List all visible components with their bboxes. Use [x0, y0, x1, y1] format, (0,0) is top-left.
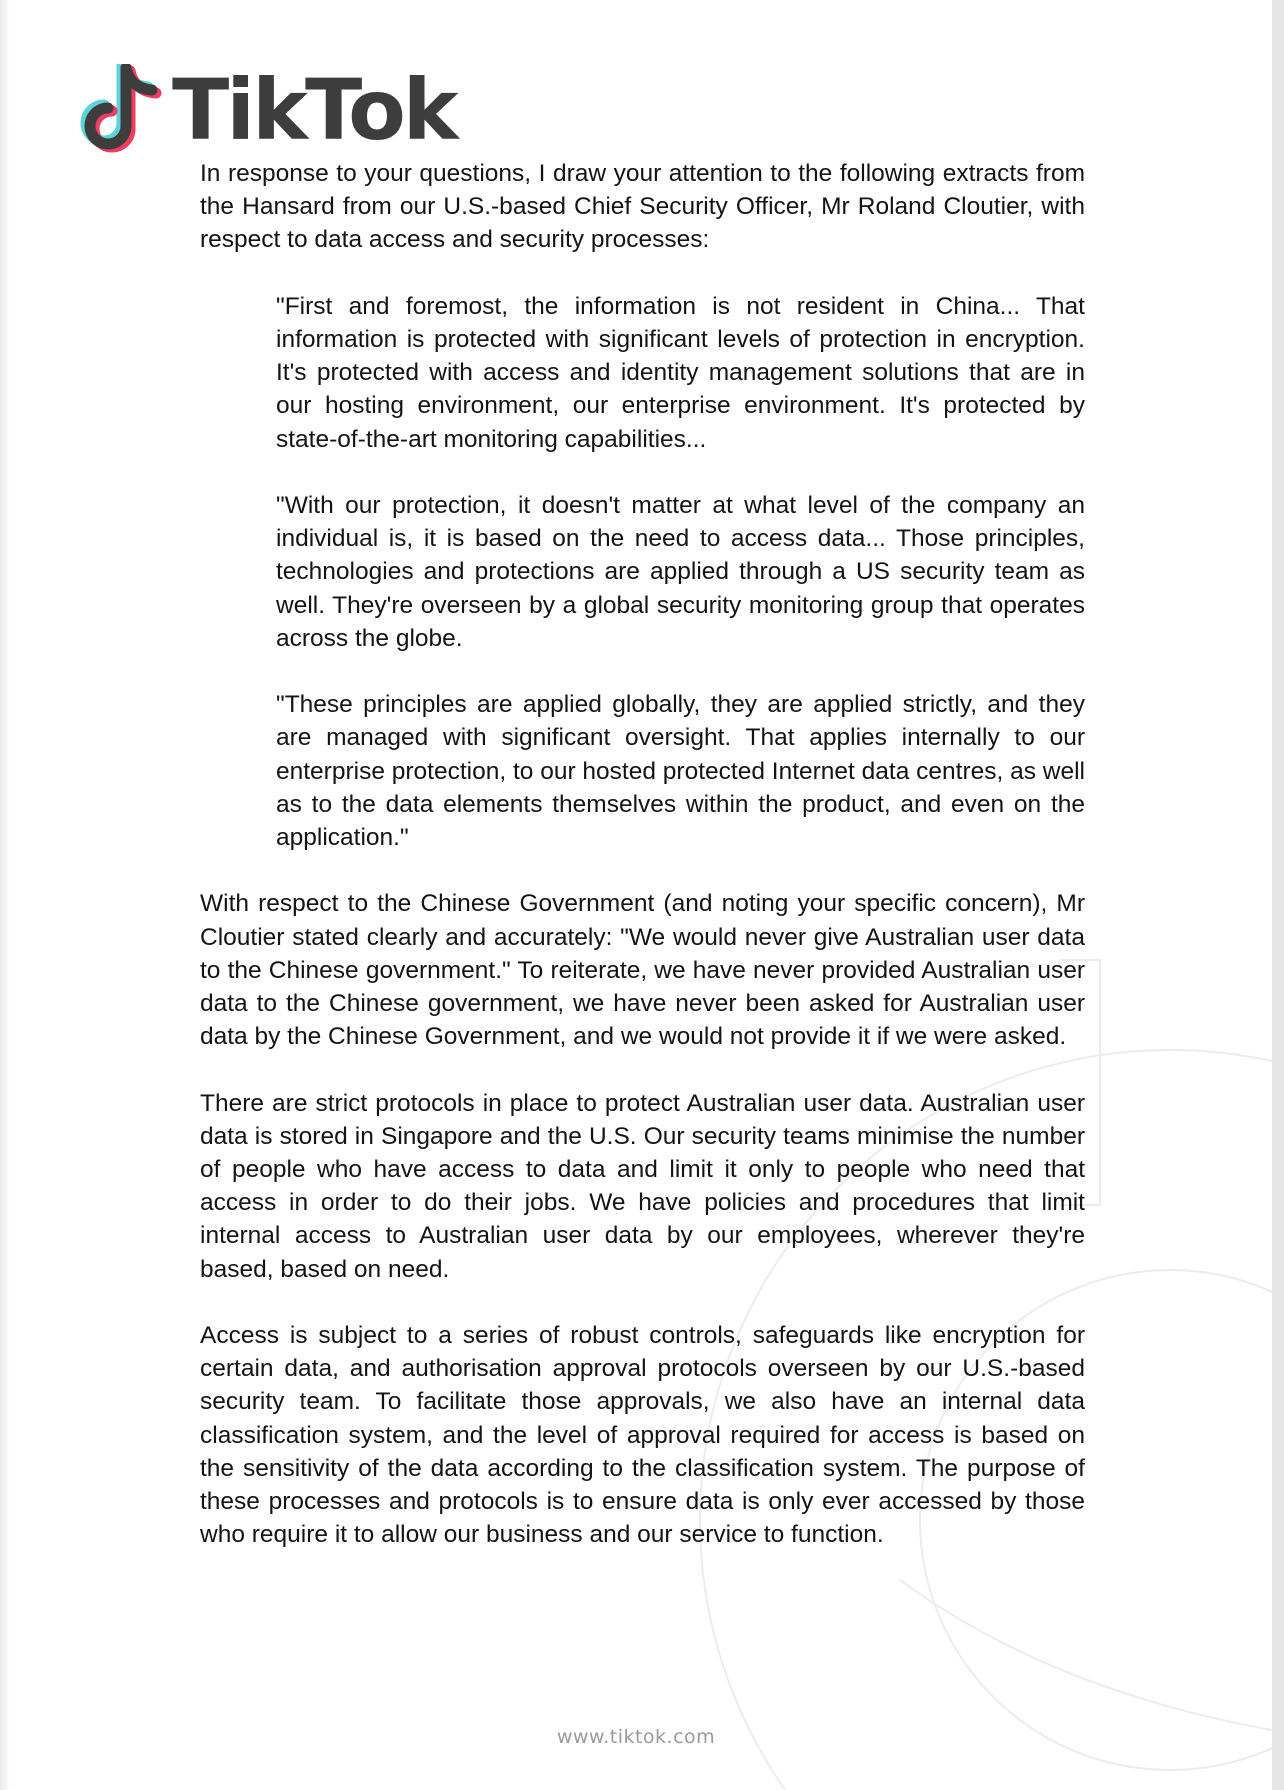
- quote-paragraph: "These principles are applied globally, they are applied strictly, and they are managed with significant oversight. That applies internally to our enterprise protection, to our hosted protected Internet data centres, as well as to the data elements themselves within the product, and even on the application.": [276, 691, 1085, 852]
- quote-paragraph: "With our protection, it doesn't matter at what level of the company an individual is, it is based on the need to access data... Those principles, technologies and protections are applied through a US security team as well. They're overseen by a global security monitoring group that operates across the globe.: [276, 492, 1085, 652]
- tiktok-logo: [78, 62, 456, 162]
- quote-paragraph: "First and foremost, the information is not resident in China... That information is protected with significant levels of protection in encryption. It's protected with access and identity management solutions that are in our hosting environment, our enterprise environment. It's protected by state-of-the-art monitoring capabilities...: [276, 292, 1085, 453]
- tiktok-note-icon: [78, 64, 166, 160]
- logo-wordmark: TikTok: [172, 61, 456, 159]
- intro-paragraph: In response to your questions, I draw your attention to the following extracts from the Hansard from our U.S.-based Chief Security Officer, Mr Roland Cloutier, with respect to data access and security processes:: [200, 160, 1085, 254]
- body-paragraph: Access is subject to a series of robust controls, safeguards like encryption for certain data, and authorisation approval protocols overseen by our U.S.-based security team. To facilitate those approvals, we also have an internal data classification system, and the level of approval required for access is based on the sensitivity of the data according to the classification system. The purpose of these processes and protocols is to ensure data is only ever accessed by those who require it to allow our business and our service to function.: [200, 1322, 1085, 1549]
- body-paragraph: There are strict protocols in place to protect Australian user data. Australian user data is stored in Singapore and the U.S. Our security teams minimise the number of people who have access to data and limit it only to people who need that access in order to do their jobs. We have policies and procedures that limit internal access to Australian user data by our employees, wherever they're based, based on need.: [200, 1089, 1085, 1283]
- body-paragraph: With respect to the Chinese Government (and noting your specific concern), Mr Cloutier stated clearly and accurately: "We would never give Australian user data to the Chinese government." To reiterate, we have never provided Australian user data to the Chinese government, we have never been asked for Australian user data by the Chinese Government, and we would not provide it if we were asked.: [200, 890, 1085, 1051]
- letter-body: [200, 157, 1085, 1551]
- page-edge-shadow: [0, 0, 10, 1790]
- footer-url: www.tiktok.com: [556, 1726, 716, 1748]
